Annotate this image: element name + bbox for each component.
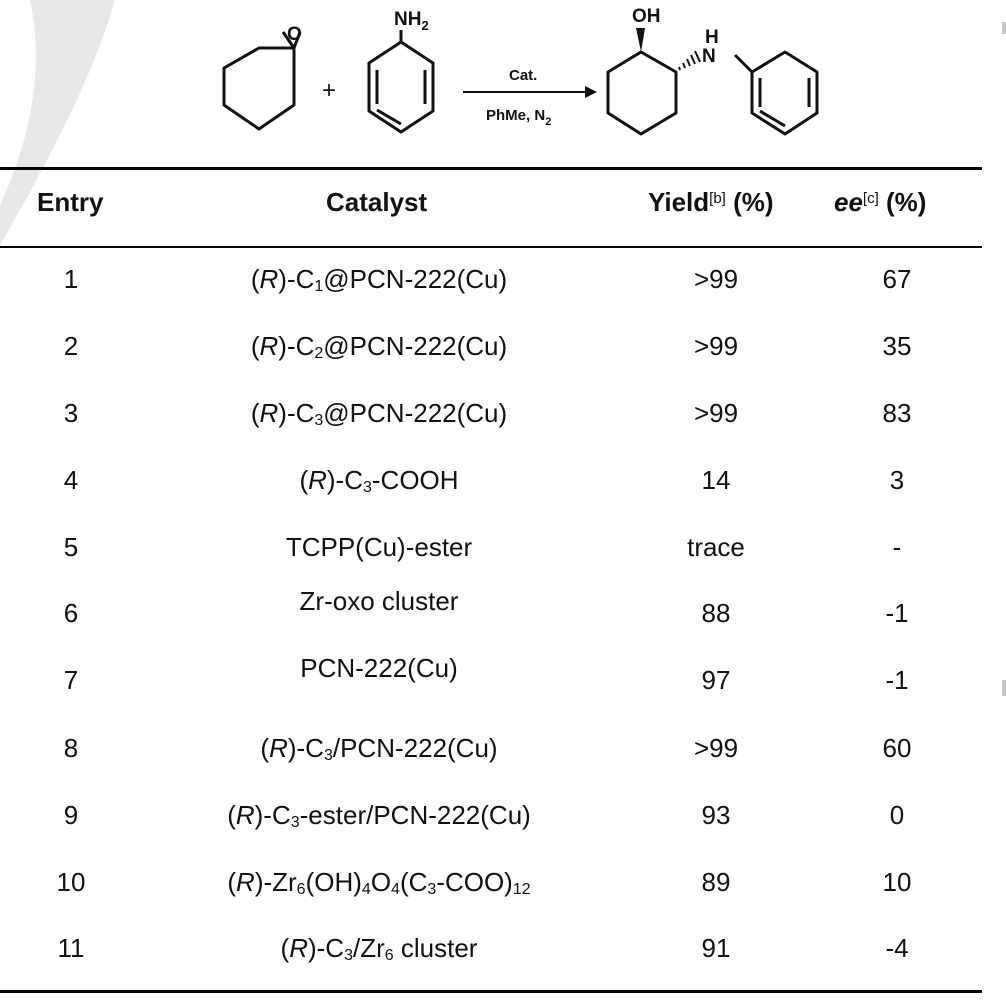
yield-cell: >99	[693, 264, 739, 294]
catalyst-cell: PCN-222(Cu)	[300, 653, 458, 683]
yield-cell: >99	[693, 331, 739, 361]
entry-cell: 2	[63, 331, 79, 361]
yield-cell: 14	[701, 465, 731, 495]
yield-cell: 91	[701, 933, 731, 963]
table-row	[0, 326, 982, 366]
table-row	[0, 795, 982, 835]
catalyst-cell: $(R)-Zr_6(OH)_4O_4(C_3-COO)_{12}$	[227, 867, 531, 898]
table-row	[0, 586, 982, 633]
product-phenyl	[752, 52, 817, 134]
catalyst-cell: $(R)-C_1@PCN-222(Cu)$	[250, 264, 508, 295]
amine-label: $NH_2$	[394, 9, 429, 33]
header-ee: ee[c] (%)	[834, 187, 927, 217]
catalyst-cell: $(R)-C_3/PCN-222(Cu)$	[260, 733, 498, 764]
table-row	[0, 728, 982, 768]
yield-cell: >99	[693, 398, 739, 428]
catalyst-cell: TCPP(Cu)-ester	[285, 532, 473, 562]
arrow-head	[585, 86, 597, 98]
entry-cell: 9	[63, 800, 79, 830]
catalyst-cell: $(R)-C_3/Zr_6$ cluster	[280, 933, 478, 964]
hashed-bond	[679, 51, 700, 70]
entry-cell: 7	[63, 665, 79, 695]
table-bottom-rule	[0, 990, 982, 993]
entry-cell: 4	[63, 465, 79, 495]
entry-cell: 5	[63, 532, 79, 562]
table-row	[0, 527, 982, 567]
catalyst-cell: $(R)-C_3$-COOH	[299, 465, 459, 496]
table-top-rule	[0, 167, 982, 170]
entry-cell: 1	[63, 264, 79, 294]
ee-cell: 60	[882, 733, 912, 763]
arrow-top-label: Cat.	[509, 67, 538, 84]
wedge-bond	[636, 28, 645, 52]
product-h-label: H	[705, 27, 719, 48]
ee-cell: 0	[889, 800, 905, 830]
table-row	[0, 393, 982, 433]
table-row	[0, 653, 982, 700]
yield-cell: 93	[701, 800, 731, 830]
catalyst-cell: $(R)-C_3-ester/PCN-222(Cu)$	[227, 800, 531, 831]
ee-cell: 83	[882, 398, 912, 428]
table-row	[0, 460, 982, 500]
epoxide-oxygen-label: O	[287, 24, 302, 45]
ee-cell: -1	[885, 665, 909, 695]
plus-sign: +	[322, 77, 337, 104]
edge-mark	[1002, 22, 1006, 34]
header-entry: Entry	[37, 187, 104, 217]
ee-cell: -1	[885, 598, 909, 628]
ee-cell: 67	[882, 264, 912, 294]
yield-cell: 89	[701, 867, 731, 897]
entry-cell: 11	[57, 933, 85, 963]
yield-cell: trace	[687, 532, 745, 562]
product-n-label: N	[702, 46, 716, 67]
benzene-ring	[369, 42, 433, 132]
ee-cell: -	[892, 532, 902, 562]
ee-cell: 10	[882, 867, 912, 897]
header-yield: Yield[b] (%)	[648, 187, 774, 217]
catalyst-cell: $(R)-C_2@PCN-222(Cu)$	[250, 331, 508, 362]
yield-cell: 97	[701, 665, 731, 695]
cyclohexane-ring	[224, 48, 294, 129]
ee-cell: 35	[882, 331, 912, 361]
entry-cell: 6	[63, 598, 79, 628]
product-oh-label: OH	[632, 6, 661, 27]
yield-cell: >99	[693, 733, 739, 763]
table-row	[0, 259, 982, 299]
table-row	[0, 928, 982, 968]
header-bottom-rule	[0, 246, 982, 248]
watermark-swoosh	[0, 0, 130, 260]
product-cyclohexane	[608, 52, 676, 134]
edge-mark	[1002, 680, 1006, 696]
header-catalyst: Catalyst	[326, 187, 428, 217]
ee-cell: 3	[889, 465, 905, 495]
ee-cell: -4	[885, 933, 909, 963]
entry-cell: 10	[56, 867, 86, 897]
reaction-scheme	[200, 0, 840, 165]
table-row	[0, 862, 982, 902]
catalyst-cell: Zr-oxo cluster	[299, 586, 459, 616]
yield-cell: 88	[701, 598, 731, 628]
catalyst-cell: $(R)-C_3@PCN-222(Cu)$	[250, 398, 508, 429]
arrow-bottom-label: PhMe, $N_2$	[486, 107, 552, 128]
entry-cell: 3	[63, 398, 79, 428]
entry-cell: 8	[63, 733, 79, 763]
